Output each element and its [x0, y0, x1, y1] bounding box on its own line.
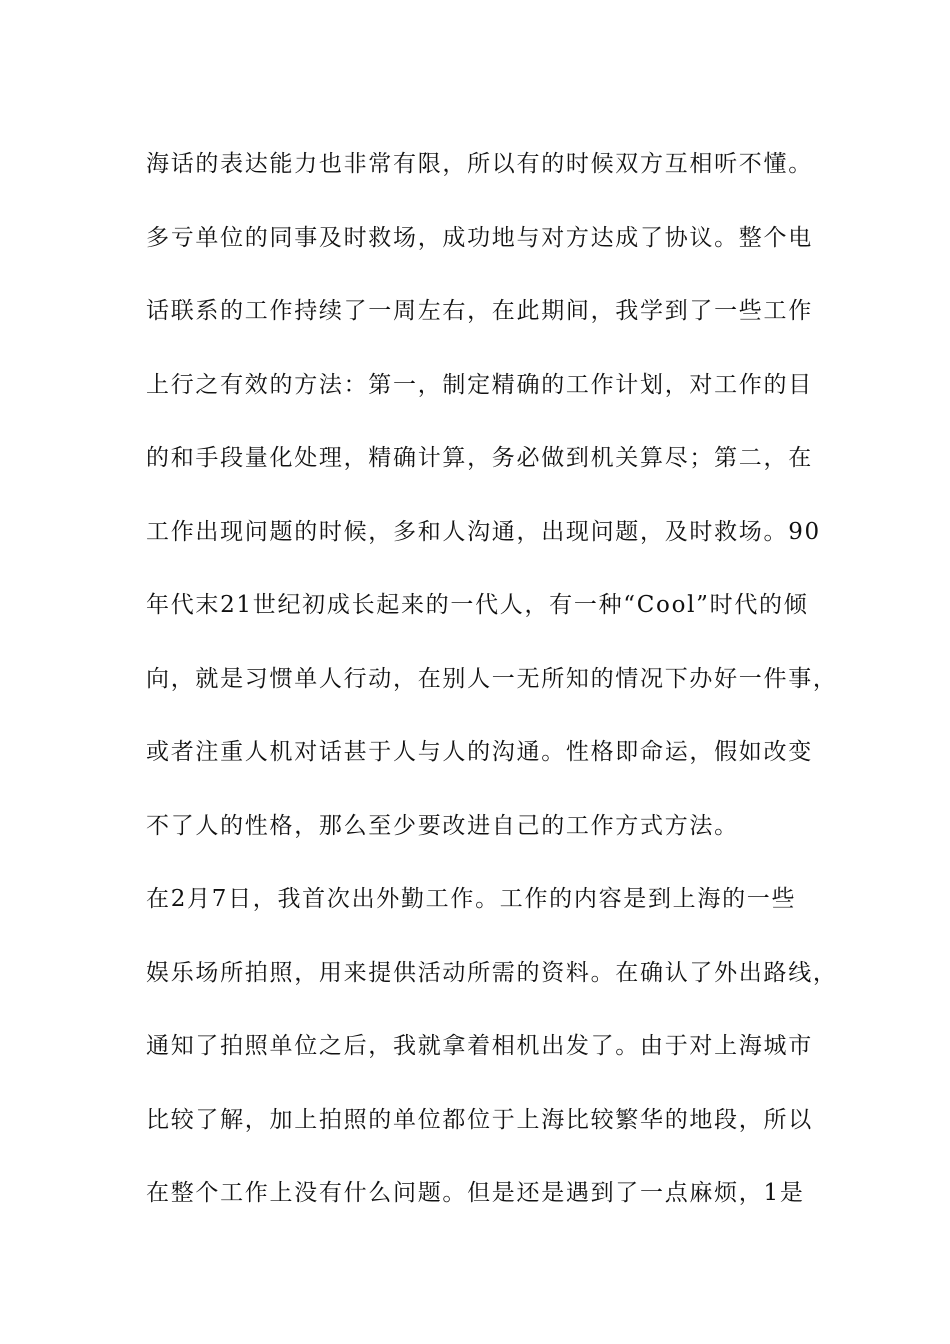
- text-line: 的和手段量化处理，精确计算，务必做到机关算尽；第二，在: [146, 445, 813, 471]
- text-line: 话联系的工作持续了一周左右，在此期间，我学到了一些工作: [146, 298, 813, 324]
- text-line: 工作出现问题的时候，多和人沟通，出现问题，及时救场。90: [146, 518, 821, 545]
- text-line: 上行之有效的方法：第一，制定精确的工作计划，对工作的目: [146, 371, 813, 398]
- text-line: 多亏单位的同事及时救场，成功地与对方达成了协议。整个电: [146, 224, 813, 251]
- text-line: 在整个工作上没有什么问题。但是还是遇到了一点麻烦，1是: [146, 1180, 805, 1206]
- text-line: 或者注重人机对话甚于人与人的沟通。性格即命运，假如改变: [146, 739, 813, 765]
- text-line: 通知了拍照单位之后，我就拿着相机出发了。由于对上海城市: [146, 1033, 813, 1059]
- text-line: 娱乐场所拍照，用来提供活动所需的资料。在确认了外出路线，: [146, 959, 838, 986]
- text-line: 不了人的性格，那么至少要改进自己的工作方式方法。: [146, 812, 739, 839]
- text-line: 在2月7日，我首次出外勤工作。工作的内容是到上海的一些: [146, 886, 797, 912]
- text-line: 海话的表达能力也非常有限，所以有的时候双方互相听不懂。: [146, 151, 813, 177]
- text-line: 比较了解，加上拍照的单位都位于上海比较繁华的地段，所以: [146, 1106, 813, 1133]
- body-text: [146, 128, 846, 1231]
- text-line: 向，就是习惯单人行动，在别人一无所知的情况下办好一件事，: [146, 665, 838, 692]
- text-line: 年代末21世纪初成长起来的一代人，有一种“Cool”时代的倾: [146, 592, 809, 618]
